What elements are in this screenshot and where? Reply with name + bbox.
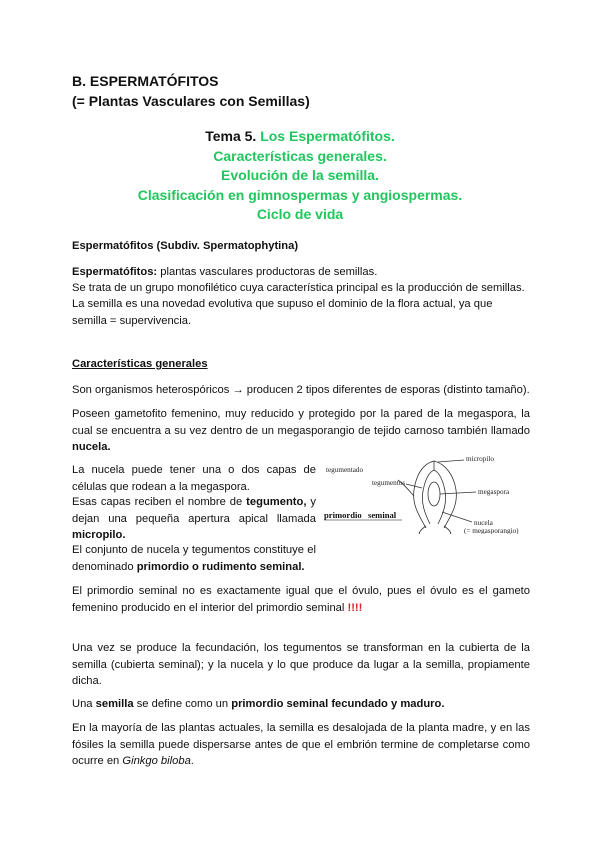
intro-line-1 <box>72 264 530 281</box>
caract-p8 <box>72 696 530 713</box>
caract-p5-text: El conjunto de nucela y tegumentos constituye el denominado <box>72 544 316 573</box>
outer-integument-shape <box>414 461 457 528</box>
caract-p9-text: En la mayoría de las plantas actuales, la semilla es desalojada de la planta madre, y en las fósiles la semilla puede dispersarse antes de que el embrión termine de completarse como ocurre en <box>72 722 530 767</box>
tema-line-4: Clasificación en gimnospermas y angiospermas. <box>137 187 463 203</box>
caract-p4 <box>72 494 316 544</box>
label-tegumentos: tegumentos <box>372 479 406 487</box>
label-tegumentado: tegumentado <box>326 466 364 474</box>
caract-p4-mid: y dejan una pequeña apertura apical llamada <box>72 496 317 525</box>
primordio-seminal-figure <box>322 452 534 534</box>
caract-p2 <box>72 406 530 456</box>
caract-p1: Son organismos heterospóricos → producen 2 tipos diferentes de esporas (distinto tamaño). <box>72 384 530 396</box>
label-megasporangio: (= megasporangio) <box>464 527 519 534</box>
caract-p2-text: Poseen gametofito femenino, muy reducido y protegido por la pared de la megaspora, la cual se encuentra a su vez dentro de un megasporangio de tejido carnoso también llamado <box>72 408 530 437</box>
funiculus-shape <box>419 526 451 534</box>
label-micropilo: micropilo <box>466 455 494 463</box>
caract-p4-bold1: tegumento, <box>246 496 307 508</box>
caract-p9 <box>72 720 530 770</box>
caract-p6-mark: !!!! <box>347 601 363 614</box>
caract-heading: Características generales <box>72 358 208 370</box>
caract-p5-bold: primordio o rudimento seminal. <box>136 560 305 573</box>
caract-p9-italic: Ginkgo biloba <box>122 755 191 767</box>
micropilo-pointer <box>438 460 464 462</box>
label-megaspora: megaspora <box>478 488 510 496</box>
nucela-pointer <box>442 512 472 522</box>
caract-p8-c: se define como un <box>133 698 232 710</box>
section-title: B. ESPERMATÓFITOS <box>72 73 219 89</box>
tema-line-2: Características generales. <box>213 148 387 164</box>
intro-def: plantas vasculares productoras de semillas. <box>157 266 378 278</box>
caract-p8-b: semilla <box>95 698 134 710</box>
caract-p6 <box>72 583 530 616</box>
caract-p5 <box>72 542 316 575</box>
tema-line-3: Evolución de la semilla. <box>221 167 379 183</box>
caract-p8-d: primordio seminal fecundado y maduro. <box>231 698 445 710</box>
label-primordio: primordio <box>324 510 362 520</box>
label-seminal: seminal <box>368 510 397 520</box>
tegumentos-pointer <box>406 484 422 488</box>
caract-p6-text: El primordio seminal no es exactamente igual que el óvulo, pues el óvulo es el gameto femenino producido en el interior del primordio seminal <box>72 585 530 614</box>
tema-line-5: Ciclo de vida <box>256 206 344 222</box>
inner-integument-shape <box>422 470 445 524</box>
intro-line-3: La semilla es una novedad evolutiva que supuso el dominio de la flora actual, ya que semilla = supervivencia. <box>72 298 493 327</box>
tema-title: Los Espermatófitos. <box>260 128 395 144</box>
caract-p4-text: Esas capas reciben el nombre de <box>72 496 247 508</box>
megaspora-shape <box>428 482 440 506</box>
subdiv-heading: Espermatófitos (Subdiv. Spermatophytina) <box>72 240 299 252</box>
tema-prefix: Tema 5. <box>205 128 257 144</box>
caract-p7: Una vez se produce la fecundación, los tegumentos se transforman en la cubierta de la semilla (cubierta seminal); y la nucela y lo que produce da lugar a la semilla, propiamente dicha. <box>72 642 530 687</box>
caract-p3: La nucela puede tener una o dos capas de células que rodean a la megaspora. <box>72 464 316 493</box>
section-subtitle: (= Plantas Vasculares con Semillas) <box>72 93 310 109</box>
caract-p8-a: Una <box>72 698 96 710</box>
primordio-seminal-diagram <box>322 452 534 534</box>
caract-p2-bold: nucela. <box>72 441 111 453</box>
label-nucela: nucela <box>474 519 493 527</box>
intro-term: Espermatófitos: <box>72 266 158 278</box>
caract-p4-bold2: micropilo. <box>72 529 126 541</box>
caract-p9-end: . <box>190 755 194 767</box>
intro-line-2: Se trata de un grupo monofilético cuya característica principal es la producción de semillas. <box>72 282 525 294</box>
tema-line-1 <box>0 127 600 147</box>
